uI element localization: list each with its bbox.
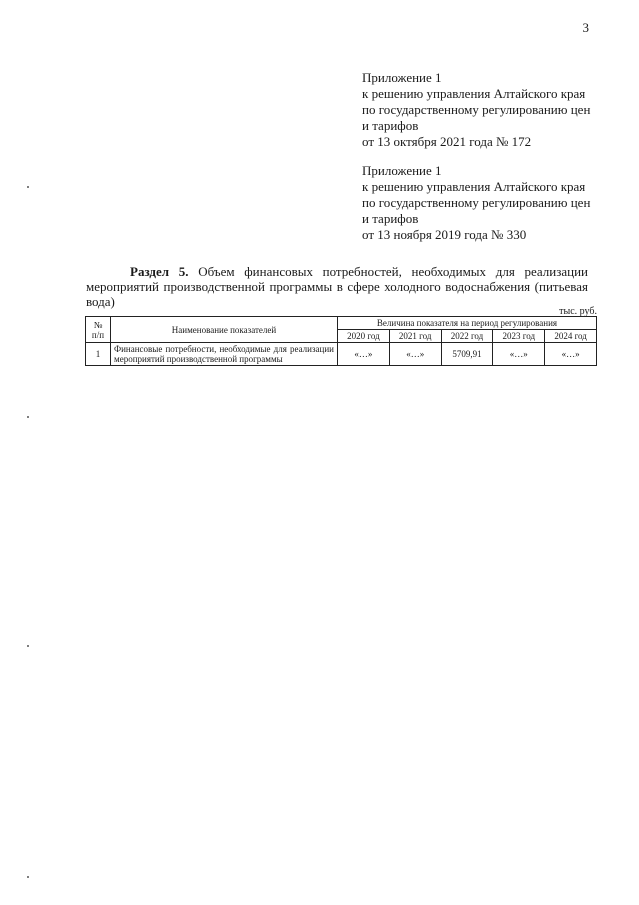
appendix-line: и тарифов [362, 211, 419, 226]
header-year: 2022 год [441, 330, 493, 343]
row-value: «…» [338, 343, 390, 366]
appendix-line: к решению управления Алтайского края [362, 179, 586, 194]
header-num: № п/п [86, 317, 111, 343]
margin-dot [27, 186, 29, 188]
table-row [86, 343, 597, 366]
row-value: «…» [493, 343, 545, 366]
appendix-line: от 13 ноября 2019 года № 330 [362, 227, 527, 242]
row-value: «…» [545, 343, 597, 366]
header-year: 2021 год [389, 330, 441, 343]
header-period: Величина показателя на период регулирования [338, 317, 597, 330]
appendix-line: по государственному регулированию цен [362, 102, 591, 117]
row-value: 5709,91 [441, 343, 493, 366]
indicators-table [85, 316, 597, 366]
appendix-original [362, 163, 612, 243]
row-value: «…» [389, 343, 441, 366]
row-num: 1 [86, 343, 111, 366]
header-year: 2023 год [493, 330, 545, 343]
row-name: Финансовые потребности, необходимые для реализации мероприятий производственной программы [111, 343, 338, 366]
margin-dot [27, 416, 29, 418]
section-title: Объем финансовых потребностей, необходимых для реализации мероприятий производственной программы в сфере холодного водоснабжения (питьевая вода) [86, 264, 589, 309]
appendix-line: по государственному регулированию цен [362, 195, 591, 210]
margin-dot [27, 645, 29, 647]
header-name: Наименование показателей [111, 317, 338, 343]
units-label: тыс. руб. [559, 306, 597, 317]
margin-dot [27, 876, 29, 878]
section-label: Раздел 5. [130, 264, 189, 279]
appendix-line: Приложение 1 [362, 70, 442, 85]
section-heading [86, 264, 588, 309]
appendix-line: к решению управления Алтайского края [362, 86, 586, 101]
page-number: 3 [582, 20, 589, 35]
appendix-line: Приложение 1 [362, 163, 442, 178]
header-year: 2020 год [338, 330, 390, 343]
appendix-line: от 13 октября 2021 года № 172 [362, 134, 532, 149]
appendix-current [362, 70, 612, 150]
header-year: 2024 год [545, 330, 597, 343]
appendix-line: и тарифов [362, 118, 419, 133]
